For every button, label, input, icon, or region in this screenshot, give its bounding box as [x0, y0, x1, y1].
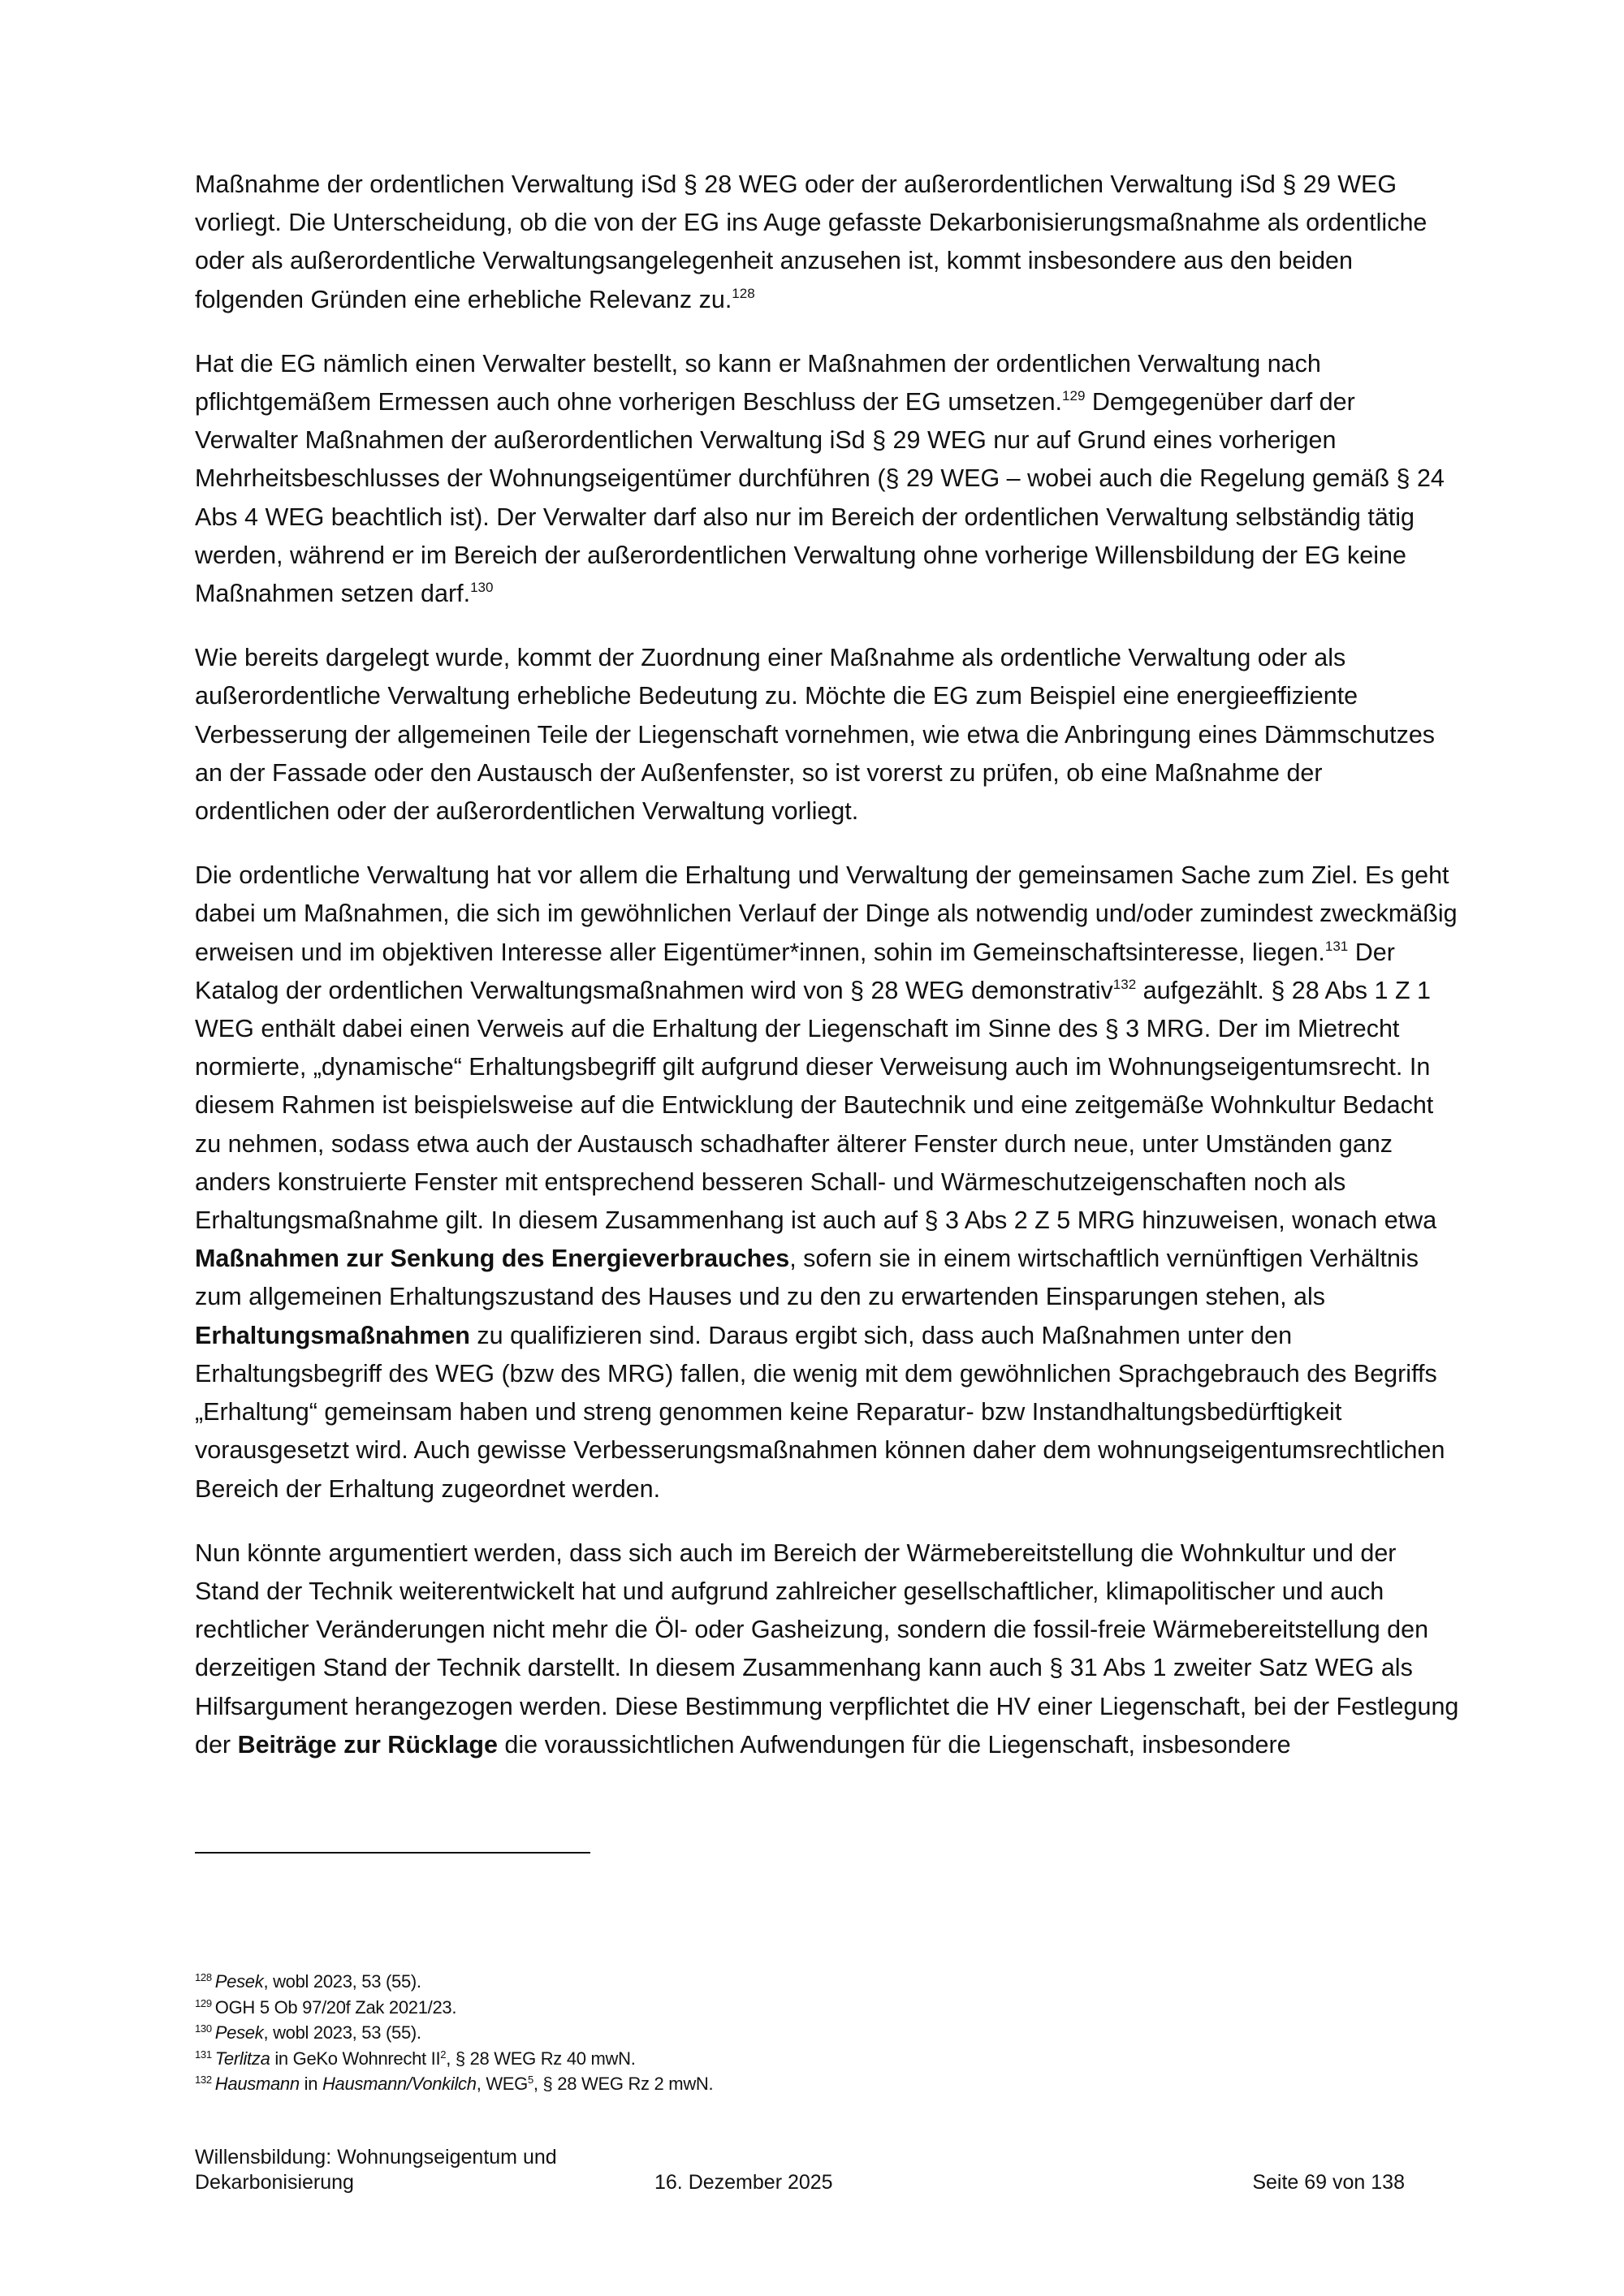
- footer-title-line: Dekarbonisierung: [195, 2171, 354, 2194]
- text-run: aufgezählt. § 28 Abs 1 Z 1 WEG enthält dabei einen Verweis auf die Erhaltung der Liegenschaft im Sinne des § 3 MRG. Der im Mietrecht normierte, „dynamische“ Erhaltungsbegriff gilt aufgrund dieser Verweisung auch im Wohnungseigentumsrecht. In diesem Rahmen ist beispielsweise auf die Entwicklung der Bautechnik und eine zeitgemäße Wohnkultur Bedacht zu nehmen, sodass etwa auch der Austausch schadhafter älterer Fenster durch neue, unter Umständen ganz anders konstruierte Fenster mit entsprechend besseren Schall- und Wärmeschutzeigenschaften noch als Erhaltungsmaßnahme gilt. In diesem Zusammenhang ist auch auf § 3 Abs 2 Z 5 MRG hinzuweisen, wonach etwa: [195, 976, 1437, 1235]
- text-run: Hat die EG nämlich einen Verwalter bestellt, so kann er Maßnahmen der ordentlichen Verwaltung nach pflichtgemäßem Ermessen auch ohne vorherigen Beschluss der EG umsetzen.: [195, 349, 1321, 416]
- paragraph: [195, 166, 1462, 319]
- bold-text: Erhaltungsmaßnahmen: [195, 1321, 470, 1349]
- bold-text: Beiträge zur Rücklage: [237, 1730, 498, 1759]
- text-run: OGH 5 Ob 97/20f Zak 2021/23.: [214, 1996, 457, 2018]
- bold-text: Maßnahmen zur Senkung des Energieverbrauches: [195, 1245, 790, 1273]
- text-run: Die ordentliche Verwaltung hat vor allem die Erhaltung und Verwaltung der gemeinsamen Sache zum Ziel. Es geht dabei um Maßnahmen, die sich im gewöhnlichen Verlauf der Dinge als notwendig und/oder zumindest zweckmäßig erweisen und im objektiven Interesse aller Eigentümer*innen, sohin im Gemeinschaftsinteresse, liegen.: [195, 861, 1458, 966]
- paragraph: [195, 1534, 1462, 1764]
- author-name: Terlitza: [214, 2048, 270, 2069]
- footnote-reference: 130: [470, 580, 494, 596]
- text-run: Maßnahme der ordentlichen Verwaltung iSd § 28 WEG oder der außerordentlichen Verwaltung iSd § 29 WEG vorliegt. Die Unterscheidung, ob die von der EG ins Auge gefasste Dekarbonisierungsmaßnahme als ordentliche oder als außerordentliche Verwaltungsangelegenheit anzusehen ist, kommt insbesondere aus den beiden folgenden Gründen eine erhebliche Relevanz zu.: [195, 170, 1427, 313]
- text-run: , wobl 2023, 53 (55).: [263, 2022, 421, 2043]
- text-run: , § 28 WEG Rz 40 mwN.: [446, 2048, 636, 2069]
- text-run: , sofern sie in einem wirtschaftlich vernünftigen Verhältnis zum allgemeinen Erhaltungszustand des Hauses und zu den zu erwartenden Einsparungen stehen, als: [195, 1245, 1419, 1311]
- body-text: [195, 166, 1462, 1790]
- paragraph: [195, 857, 1462, 1508]
- text-run: die voraussichtlichen Aufwendungen für die Liegenschaft, insbesondere: [497, 1730, 1291, 1759]
- text-run: , WEG: [476, 2074, 528, 2094]
- footnote: [195, 2020, 1169, 2046]
- footer-title-line: Willensbildung: Wohnungseigentum und: [195, 2146, 557, 2169]
- footnote-number: 131: [195, 2048, 212, 2061]
- footer-page-number: Seite 69 von 138: [1252, 2171, 1405, 2194]
- paragraph: [195, 345, 1462, 613]
- text-run: Der Katalog der ordentlichen Verwaltungsmaßnahmen wird von § 28 WEG demonstrativ: [195, 938, 1395, 1004]
- text-run: Nun könnte argumentiert werden, dass sich auch im Bereich der Wärmebereitstellung die Wohnkultur und der Stand der Technik weiterentwickelt hat und aufgrund zahlreicher gesellschaftlicher, klimapolitischer und auch rechtlicher Veränderungen nicht mehr die Öl- oder Gasheizung, sondern die fossil-freie Wärmebereitstellung den derzeitigen Stand der Technik darstellt. In diesem Zusammenhang kann auch § 31 Abs 1 zweiter Satz WEG als Hilfsargument herangezogen werden. Diese Bestimmung verpflichtet die HV einer Liegenschaft, bei der Festlegung der: [195, 1539, 1459, 1759]
- footnote-separator: [195, 1852, 590, 1854]
- footnotes: [195, 1969, 1169, 2097]
- footnote: [195, 1995, 1169, 2021]
- text-run: in: [299, 2074, 322, 2094]
- edition-number: 2: [440, 2048, 447, 2061]
- text-run: , § 28 WEG Rz 2 mwN.: [533, 2074, 714, 2094]
- footnote: [195, 1969, 1169, 1995]
- footnote-reference: 128: [732, 285, 755, 301]
- footnote-reference: 132: [1112, 976, 1137, 992]
- text-run: zu qualifizieren sind. Daraus ergibt sich, dass auch Maßnahmen unter den Erhaltungsbegriff des WEG (bzw des MRG) fallen, die wenig mit dem gewöhnlichen Sprachgebrauch des Begriffs „Erhaltung“ gemeinsam haben und streng genommen keine Reparatur- bzw Instandhaltungsbedürftigkeit vorausgesetzt wird. Auch gewisse Verbesserungsmaßnahmen können daher dem wohnungseigentumsrechtlichen Bereich der Erhaltung zugeordnet werden.: [195, 1321, 1445, 1503]
- paragraph: [195, 639, 1462, 831]
- footnote: [195, 2046, 1169, 2072]
- page-footer: [195, 2145, 1462, 2202]
- text-run: Wie bereits dargelegt wurde, kommt der Zuordnung einer Maßnahme als ordentliche Verwaltung oder als außerordentliche Verwaltung erhebliche Bedeutung zu. Möchte die EG zum Beispiel eine energieeffiziente Verbesserung der allgemeinen Teile der Liegenschaft vornehmen, wie etwa die Anbringung eines Dämmschutzes an der Fassade oder den Austausch der Außenfenster, so ist vorerst zu prüfen, ob eine Maßnahme der ordentlichen oder der außerordentlichen Verwaltung vorliegt.: [195, 644, 1436, 826]
- footnote-number: 128: [195, 1971, 212, 1983]
- author-name: Hausmann: [214, 2074, 300, 2094]
- footnote-reference: 131: [1324, 938, 1349, 954]
- footer-document-title: [195, 2145, 617, 2195]
- footnote-number: 132: [195, 2074, 212, 2086]
- footnote-reference: 129: [1062, 388, 1086, 404]
- footer-date: 16. Dezember 2025: [654, 2171, 833, 2194]
- footnote: [195, 2071, 1169, 2097]
- author-name: Pesek: [214, 1971, 264, 1992]
- author-name: Hausmann/Vonkilch: [322, 2074, 477, 2094]
- text-run: in GeKo Wohnrecht II: [270, 2048, 441, 2069]
- footnote-number: 130: [195, 2022, 212, 2035]
- text-run: Demgegenüber darf der Verwalter Maßnahmen der außerordentlichen Verwaltung iSd § 29 WEG nur auf Grund eines vorherigen Mehrheitsbeschlusses der Wohnungseigentümer durchführen (§ 29 WEG – wobei auch die Regelung gemäß § 24 Abs 4 WEG beachtlich ist). Der Verwalter darf also nur im Bereich der ordentlichen Verwaltung selbständig tätig werden, während er im Bereich der außerordentlichen Verwaltung ohne vorherige Willensbildung der EG keine Maßnahmen setzen darf.: [195, 388, 1445, 608]
- footnote-number: 129: [195, 1996, 212, 2009]
- text-run: , wobl 2023, 53 (55).: [263, 1971, 421, 1992]
- edition-number: 5: [527, 2074, 533, 2086]
- author-name: Pesek: [214, 2022, 264, 2043]
